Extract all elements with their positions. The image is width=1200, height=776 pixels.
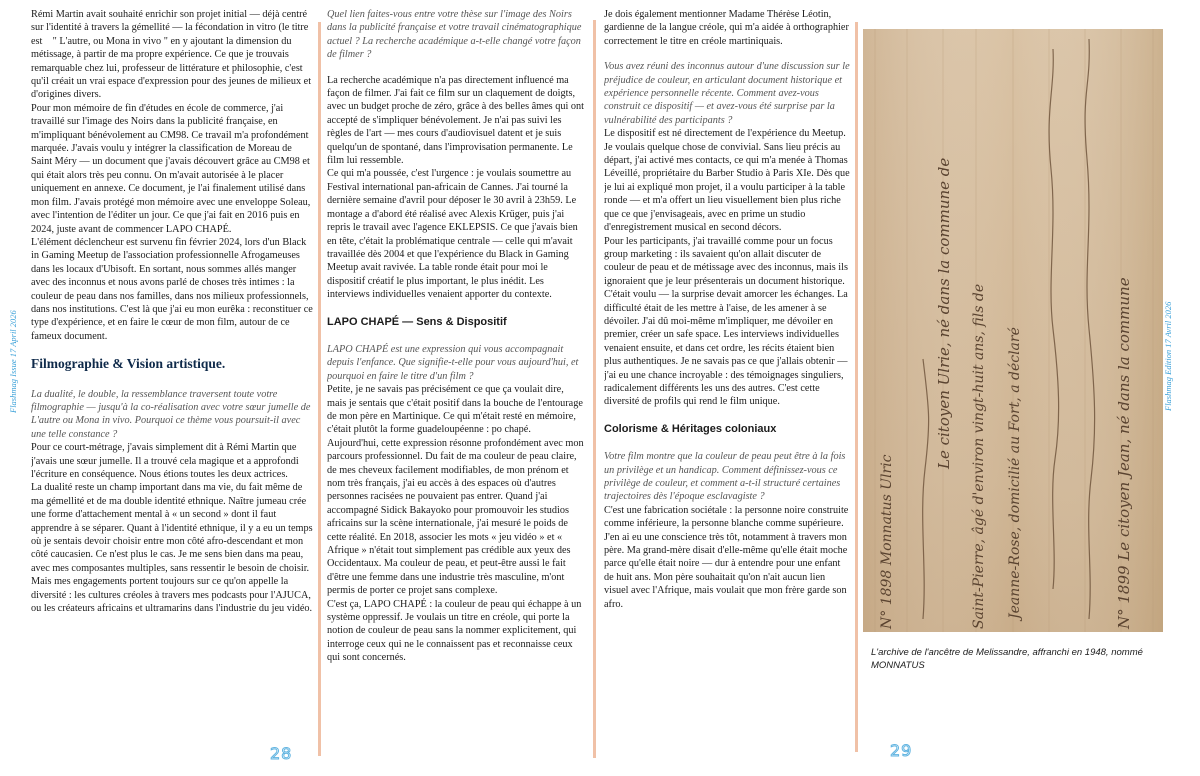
column-rule-right — [855, 22, 858, 752]
column-rule-middle — [593, 20, 596, 758]
paragraph: Aujourd'hui, cette expression résonne profondément avec mon parcours professionnel. Du fait de ma couleur de peau claire, de mes cheveux facilement modifiables, de mon prénom et nom très français, j'ai eu accès à des espaces où d'autres personnes racisées ne pouvaient pas entrer. Quand j'ai accompagné Sidick Bakayoko pour promouvoir les studios africains sur la scène internationale, j'ai mesuré le poids de cette réalité. En 2018, associer les mots « jeu vidéo » et « Afrique » n'était tout simplement pas crédible aux yeux des Occidentaux. Ma couleur de peau, et peut-être aussi le fait d'être une femme dans une industrie très masculine, m'ont permis de porter ce projet sans complexe. — [327, 437, 584, 597]
paragraph: Pour les participants, j'ai travaillé comme pour un focus group marketing : ils savaient qu'on allait discuter de couleur de peau et de métissage avec des inconnus, mais ils ignoraient que je leur présenterais un document historique. C'était voulu — la surprise devait amorcer les échanges. La difficulté était de les mettre à l'aise, de les amener à se dévoiler. J'ai dû moi-même m'impliquer, me dévoiler en premier, créer un safe space. Les interviews individuelles venaient ensuite, et dans cet ordre, les récits étaient bien plus authentiques. Je ne savais pas ce que j'allais obtenir — j'ai eu une chance incroyable : des témoignages singuliers, radicalement différents les uns des autres. C'est cette diversité de profils qui rend le film unique. — [604, 235, 848, 408]
paragraph: La dualité reste un champ important dans ma vie, du fait même de ma gémellité et de ma double identité ethnique. Naître jumeau crée une forme d'attachement mental à « un second » dont il faut apprendre à se séparer. Quant à l'identité ethnique, il y a eu un temps où je sentais devoir choisir entre mon côté afro-descendant et mon côté caucasien. Ce n'est plus le cas. Je me sens bien dans ma peau, avec mes composantes multiples, sans ressentir le besoin de choisir. — [31, 482, 313, 574]
archive-script-line: Jeanne-Rose, domicilié au Fort, a déclaré — [1007, 327, 1023, 619]
paragraph: C'est ça, LAPO CHAPÉ : la couleur de peau qui échappe à un système oppressif. Je voulais un titre en créole, qui porte la notion de couleur de peau sans la nommer explicitement, qui interroge ceux qui ne le connaissent pas et reconnaisse ceux qui sont concernés. — [327, 598, 582, 664]
paragraph: Pour ce court-métrage, j'avais simplement dit à Rémi Martin que j'avais une sœur jumelle. Il a trouvé cela magique et a approfondi l'écriture en conséquence. Nous étions toutes les deux actrices. — [31, 442, 299, 480]
interview-question: LAPO CHAPÉ est une expression qui vous accompagnait depuis l'enfance. Que signifie-t-elle pour vous aujourd'hui, et pourquoi en faire le titre d'un film ? — [327, 343, 579, 382]
paragraph: C'est une fabrication sociétale : la personne noire construite comme inférieure, la personne blanche comme supérieure. J'en ai eu une conscience très tôt, notamment à travers mon père. Ma grand-mère disait d'elle-même qu'elle était moche parce qu'elle était noire — dur à entendre pour une enfant de huit ans. Mon père souhaitait qu'on n'ait aucun lien visuel avec l'Afrique, mais voulait que mon frère garde son afro. — [604, 504, 849, 610]
section-heading-colorisme: Colorisme & Héritages coloniaux — [604, 422, 777, 435]
archive-script-line: N° 1898 Monnatus Ulric — [879, 454, 895, 629]
paragraph: La recherche académique n'a pas directement influencé ma façon de filmer. J'ai fait ce film sur un claquement de doigts, avec un budget proche de zéro, grâce à des belles âmes qui ont accepté de s'impliquer bénévolement. Je n'ai pas suivi les règles de l'art — mes cours d'audiovisuel datent et je suis quelqu'un de spontané, dans l'improvisation permanente. Le film lui ressemble. — [327, 74, 584, 167]
paragraph: L'élément déclencheur est survenu fin février 2024, lors d'un Black in Gaming Meetup de l'association professionnelle Afrogameuses dans les locaux d'Ubisoft. En sortant, nous sommes allés manger avec des inconnus et nous avons parlé de choses très intimes : la couleur de peau dans nos familles, dans nos milieux professionnels, dans nos institutions. C'est là que j'ai eu mon eurêka : reconstituer ce type d'expérience, et en faire le cœur de mon film, autour de ce fameux document. — [31, 236, 313, 342]
page-number-right: 29 — [890, 741, 913, 760]
figure-caption: L'archive de l'ancêtre de Melissandre, affranchi en 1948, nommé MONNATUS — [871, 647, 1143, 671]
folio-right: Flashmag Edition 17 Avril 2026 — [1163, 301, 1173, 411]
paragraph: Ce qui m'a poussée, c'est l'urgence : je voulais soumettre au Festival international pan-africain de Cannes. J'ai tourné la dernière semaine d'avril pour déposer le 30 avril à 23h59. Le montage a d'abord été réalisé avec Alexis Krüger, puis j'ai repris le travail avec l'agence EKLEPSIS. Ce que j'avais bien en tête, c'était la problématique centrale — celle qui m'avait travaillée dès 2004 et que l'expérience du Black in Gaming Meetup avait ravivée. La table ronde était pour moi le dispositif créatif le plus important, le plus inédit. Les interviews individuelles venaient apporter du contexte. — [327, 168, 578, 301]
paragraph: Je dois également mentionner Madame Thérèse Léotin, gardienne de la langue créole, qui m'a aidée à orthographier correctement le titre en créole martiniquais. — [604, 9, 849, 47]
archive-script-line: N° 1899 Le citoyen Jean, né dans la commune — [1115, 277, 1133, 629]
interview-question: Quel lien faites-vous entre votre thèse sur l'image des Noirs dans la publicité française et votre travail cinématographique actuel ? La recherche académique a-t-elle changé votre façon de filmer ? — [327, 9, 582, 61]
paragraph: Petite, je ne savais pas précisément ce que ça voulait dire, mais je sentais que c'était positif dans la bouche de l'entourage de mon père en Martinique. Ce qui m'était resté en mémoire, c'était plutôt la forme guadeloupéenne : po chapé. — [327, 384, 583, 436]
interview-question: La dualité, le double, la ressemblance traversent toute votre filmographie — jusqu'à la co-réalisation avec votre sœur jumelle de L'autre ou Mona in vivo. Pourquoi ce thème vous poursuit-il avec une telle constance ? — [31, 388, 311, 440]
interview-question: Votre film montre que la couleur de peau peut être à la fois un privilège et un handicap. Comment définissez-vous ce privilège de couleur, et comment a-t-il structuré certaines trajectoires dès l'époque esclavagiste ? — [604, 451, 846, 503]
folio-left: Flashmag Issue 17 April 2026 — [8, 310, 18, 413]
interview-question: Vous avez réuni des inconnus autour d'une discussion sur le préjudice de couleur, en articulant document historique et expérience personnelle récente. Comment avez-vous construit ce dispositif — et avez-vous été surprise par la vulnérabilité des participants ? — [604, 61, 850, 126]
paragraph: Rémi Martin avait souhaité enrichir son projet initial — déjà centré sur l'identité à travers la gémellité — la fécondation in vitro (le titre est " L'autre, ou Mona in vivo " en y ajoutant la dimension du métissage, à partir de ma propre expérience. Ce que je trouvais remarquable chez lui, professeur de littérature et philosophie, c'est qu'il créait un vrai espace d'expression pour des jeunes de milieux et d'origines divers. — [31, 9, 312, 101]
archive-script-line: Saint-Pierre, âgé d'environ vingt-huit ans, fils de — [971, 283, 987, 629]
column-3 — [604, 8, 851, 748]
column-rule-left — [318, 22, 321, 756]
archive-document-image — [863, 29, 1163, 632]
paragraph: Pour mon mémoire de fin d'études en école de commerce, j'ai travaillé sur l'image des Noirs dans la publicité française, en m'impliquant bénévolement au CM98. Ce travail m'a profondément marquée. J'avais voulu y intégrer la classification de Moreau de Saint Méry — un document que j'avais découvert grâce au CM98 et qui était alors très peu connu. On m'avait autorisée à le placer uniquement en annexe. Ce document, je l'ai finalement utilisé dans mon film. J'avais protégé mon mémoire avec une enveloppe Soleau, avec l'intention de l'éditer un jour. Ce que j'ai fait en 2016 puis en 2024, juste avant de commencer LAPO CHAPÉ. — [31, 102, 311, 235]
column-2 — [327, 8, 585, 760]
paragraph: Mais mes engagements portent toujours sur ce qu'on appelle la diversité : les cultures créoles à travers mes podcasts pour l'AJUCA, ou les créateurs africains et ultramarins dans l'industrie du jeu vidéo. — [31, 576, 313, 615]
section-heading-filmographie: Filmographie & Vision artistique. — [31, 356, 226, 372]
column-1 — [31, 8, 314, 760]
archive-script-line: Le citoyen Ulrie, né dans la commune de — [935, 157, 953, 469]
page-number-left: 28 — [270, 744, 293, 763]
section-heading-lapo-chape: LAPO CHAPÉ — Sens & Dispositif — [327, 315, 507, 328]
paragraph: Le dispositif est né directement de l'expérience du Meetup. Je voulais quelque chose de convivial. Sans lieu précis au départ, j'ai activé mes contacts, ce qui m'a menée à Thomas Léveillé, propriétaire du Barber Studio à Paris XIe. Dès que je lui ai expliqué mon projet, il a voulu participer à la table ronde — et m'a offert un lieu visuellement bien plus riche que ce que j'envisageais, avec en prime un studio d'enregistrement musical en second décors. — [604, 128, 850, 234]
